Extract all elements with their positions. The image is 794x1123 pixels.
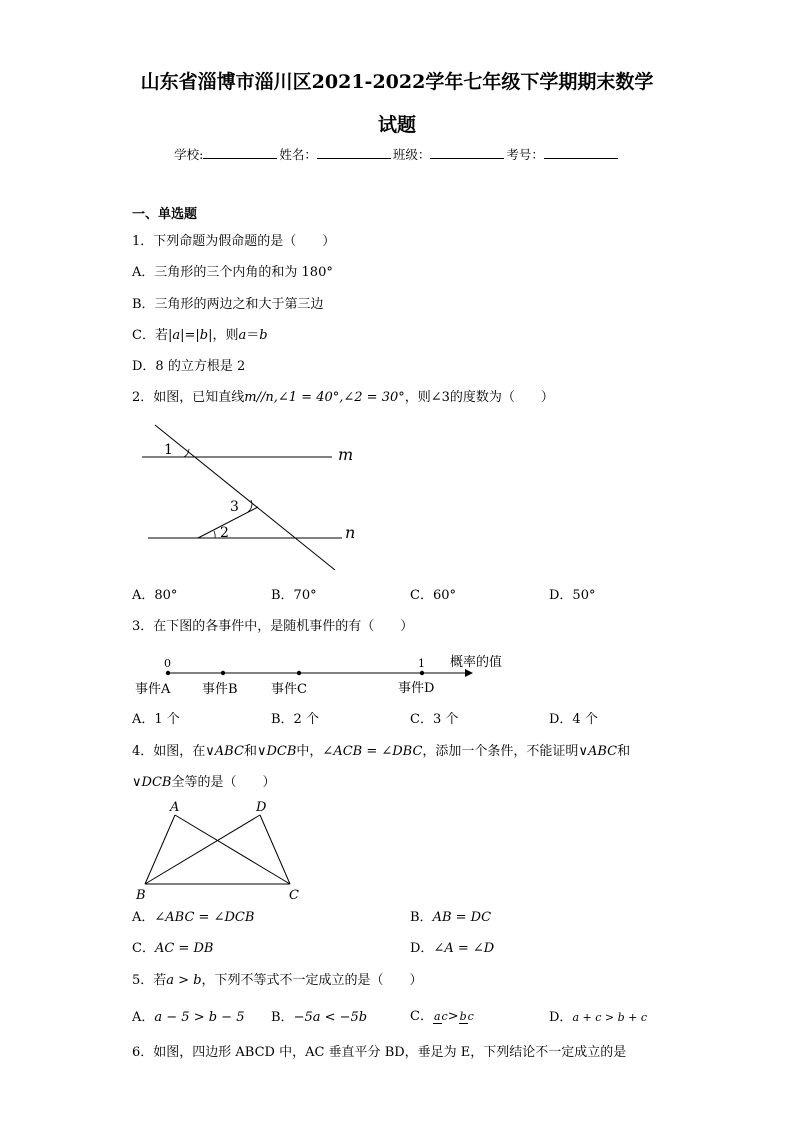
class-blank[interactable] bbox=[430, 146, 504, 159]
event-a-point bbox=[166, 671, 170, 675]
q2-stem-suffix: ，则∠3的度数为（ ） bbox=[404, 390, 554, 405]
segment-db bbox=[145, 815, 260, 884]
q2-option-a: A．80° bbox=[132, 588, 178, 603]
zero-tick-label: 0 bbox=[164, 657, 171, 670]
q1-c-abs-b: |b| bbox=[195, 328, 213, 343]
q1-c-eq2: ＝ bbox=[246, 328, 260, 343]
q1-c-prefix: C．若 bbox=[132, 328, 168, 343]
one-tick-label: 1 bbox=[418, 657, 425, 670]
segment-ab bbox=[145, 815, 175, 884]
q4-stem-prefix: 4．如图，在 bbox=[132, 744, 206, 759]
q5-option-a-label: A． bbox=[132, 1010, 155, 1025]
q4-option-c-label: C． bbox=[132, 941, 155, 956]
q2-option-d: D．50° bbox=[549, 588, 596, 603]
q2-option-b: B．70° bbox=[271, 588, 317, 603]
q3-probability-number-line bbox=[130, 648, 530, 700]
q5-option-c-gt: > bbox=[447, 1009, 459, 1024]
q5-stem-prefix: 5．若 bbox=[132, 973, 167, 988]
section-heading: 一、单选题 bbox=[132, 207, 198, 222]
angle1-label: 1 bbox=[164, 442, 173, 458]
q4-option-a-math: ∠ABC = ∠DCB bbox=[154, 910, 255, 925]
q5-option-d-math: a + c > b + c bbox=[572, 1011, 647, 1024]
q4-and: 和 bbox=[243, 744, 257, 759]
school-label: 学校: bbox=[174, 147, 204, 162]
class-label: 班级： bbox=[392, 147, 431, 162]
q1-option-a: A．三角形的三个内角的和为 180° bbox=[132, 265, 333, 280]
angle2-label: 2 bbox=[220, 525, 229, 541]
q4-triangle-abc: ∨ABC bbox=[205, 744, 244, 759]
q4-triangles-figure bbox=[132, 798, 307, 906]
q4-stem-line2 bbox=[132, 775, 275, 791]
q2-option-c: C．60° bbox=[410, 588, 456, 603]
q4-mid: 中， bbox=[296, 744, 323, 759]
name-label: 姓名： bbox=[279, 147, 317, 162]
q1-c-eq: = bbox=[184, 328, 196, 343]
q2-parallel-lines-figure bbox=[130, 420, 370, 580]
q2-stem-math: m//n,∠1 = 40°,∠2 = 30° bbox=[244, 390, 405, 405]
transversal-line bbox=[155, 425, 335, 570]
q4-post: ，添加一个条件，不能证明 bbox=[422, 744, 579, 759]
vertex-a-label: A bbox=[170, 800, 180, 815]
q1-option-b: B．三角形的两边之和大于第三边 bbox=[132, 297, 324, 312]
page-title-line2: 试题 bbox=[377, 114, 416, 136]
q5-fraction-a-over-c bbox=[433, 1011, 448, 1023]
q5-fraction-b-over-c bbox=[459, 1011, 474, 1023]
q5-option-b bbox=[271, 1010, 367, 1026]
q1-c-a: a bbox=[238, 328, 247, 343]
q4-option-a bbox=[132, 910, 254, 926]
q4-line2-suffix: 全等的是（ ） bbox=[171, 775, 276, 790]
q5-option-d-label: D． bbox=[549, 1010, 573, 1025]
q1-c-then: ，则 bbox=[212, 328, 239, 343]
q5-frac2-num: b bbox=[459, 1009, 467, 1023]
q5-option-b-math: −5a < −5b bbox=[293, 1010, 368, 1025]
student-info-line bbox=[0, 145, 794, 163]
q5-stem-math: a > b bbox=[166, 973, 202, 988]
q1-stem: 1．下列命题为假命题的是（ ） bbox=[132, 234, 336, 249]
page-title-line1: 山东省淄博市淄川区2021-2022学年七年级下学期期末数学 bbox=[140, 71, 654, 93]
q4-and-2: 和 bbox=[617, 744, 631, 759]
q5-option-b-label: B． bbox=[271, 1010, 294, 1025]
segment-dc bbox=[260, 815, 290, 884]
q4-triangle-abc-2: ∨ABC bbox=[578, 744, 618, 759]
name-blank[interactable] bbox=[317, 146, 391, 159]
event-d-point bbox=[420, 671, 424, 675]
q5-frac2-den: c bbox=[467, 1009, 474, 1023]
school-blank[interactable] bbox=[203, 146, 277, 159]
line-n-label: n bbox=[345, 523, 356, 542]
q3-option-b: B．2 个 bbox=[271, 712, 319, 727]
q5-option-d bbox=[549, 1010, 647, 1026]
q5-option-a bbox=[132, 1010, 244, 1026]
q4-option-c bbox=[132, 941, 213, 957]
q3-option-d: D．4 个 bbox=[549, 712, 598, 727]
angle3-label: 3 bbox=[230, 499, 239, 515]
q4-option-c-math: AC = DB bbox=[154, 941, 214, 956]
event-c-label: 事件C bbox=[271, 682, 307, 697]
axis-title: 概率的值 bbox=[450, 655, 503, 670]
q4-triangle-dcb-2: ∨DCB bbox=[132, 775, 172, 790]
q2-stem-prefix: 2．如图，已知直线 bbox=[132, 390, 245, 405]
q3-stem: 3．在下图的各事件中，是随机事件的有（ ） bbox=[132, 619, 414, 634]
q4-option-d-math: ∠A = ∠D bbox=[433, 941, 495, 956]
exam-no-blank[interactable] bbox=[544, 146, 618, 159]
line-m-label: m bbox=[338, 445, 354, 464]
vertex-b-label: B bbox=[136, 888, 146, 903]
event-b-point bbox=[221, 671, 225, 675]
q4-option-a-label: A． bbox=[132, 910, 155, 925]
q5-stem bbox=[132, 973, 423, 989]
axis-arrow-icon bbox=[465, 669, 473, 677]
q4-option-d bbox=[410, 941, 494, 957]
q1-c-abs-a: |a| bbox=[167, 328, 185, 343]
event-d-label: 事件D bbox=[398, 681, 435, 696]
q4-stem-line1 bbox=[132, 744, 630, 760]
q4-triangle-dcb: ∨DCB bbox=[256, 744, 297, 759]
segment-ac bbox=[175, 815, 290, 884]
q2-stem bbox=[132, 390, 554, 406]
vertex-d-label: D bbox=[256, 800, 267, 815]
q4-option-b bbox=[410, 910, 491, 926]
event-b-label: 事件B bbox=[202, 682, 238, 697]
q3-option-c: C．3 个 bbox=[410, 712, 459, 727]
q1-c-b: b bbox=[259, 328, 268, 343]
angle2-arc bbox=[214, 531, 215, 538]
q5-frac1-den: c bbox=[441, 1009, 448, 1023]
q4-option-d-label: D． bbox=[410, 941, 434, 956]
event-c-point bbox=[297, 671, 301, 675]
q6-stem: 6．如图，四边形 ABCD 中，AC 垂直平分 BD，垂足为 E，下列结论不一定成立的是 bbox=[132, 1045, 627, 1060]
q5-option-c bbox=[410, 1002, 474, 1032]
q4-option-b-label: B． bbox=[410, 910, 433, 925]
q4-option-b-math: AB = DC bbox=[432, 910, 492, 925]
q1-option-d: D．8 的立方根是 2 bbox=[132, 359, 246, 374]
q3-option-a: A．1 个 bbox=[132, 712, 180, 727]
q1-option-c bbox=[132, 328, 268, 344]
event-a-label: 事件A bbox=[135, 682, 171, 697]
q5-frac1-num: a bbox=[433, 1009, 441, 1023]
q5-option-c-label: C． bbox=[410, 1009, 433, 1024]
q5-option-a-math: a − 5 > b − 5 bbox=[154, 1010, 245, 1025]
q4-angle-condition: ∠ACB = ∠DBC bbox=[322, 744, 423, 759]
exam-no-label: 考号： bbox=[506, 147, 544, 162]
vertex-c-label: C bbox=[289, 888, 299, 903]
q5-stem-suffix: ，下列不等式不一定成立的是（ ） bbox=[201, 973, 423, 988]
